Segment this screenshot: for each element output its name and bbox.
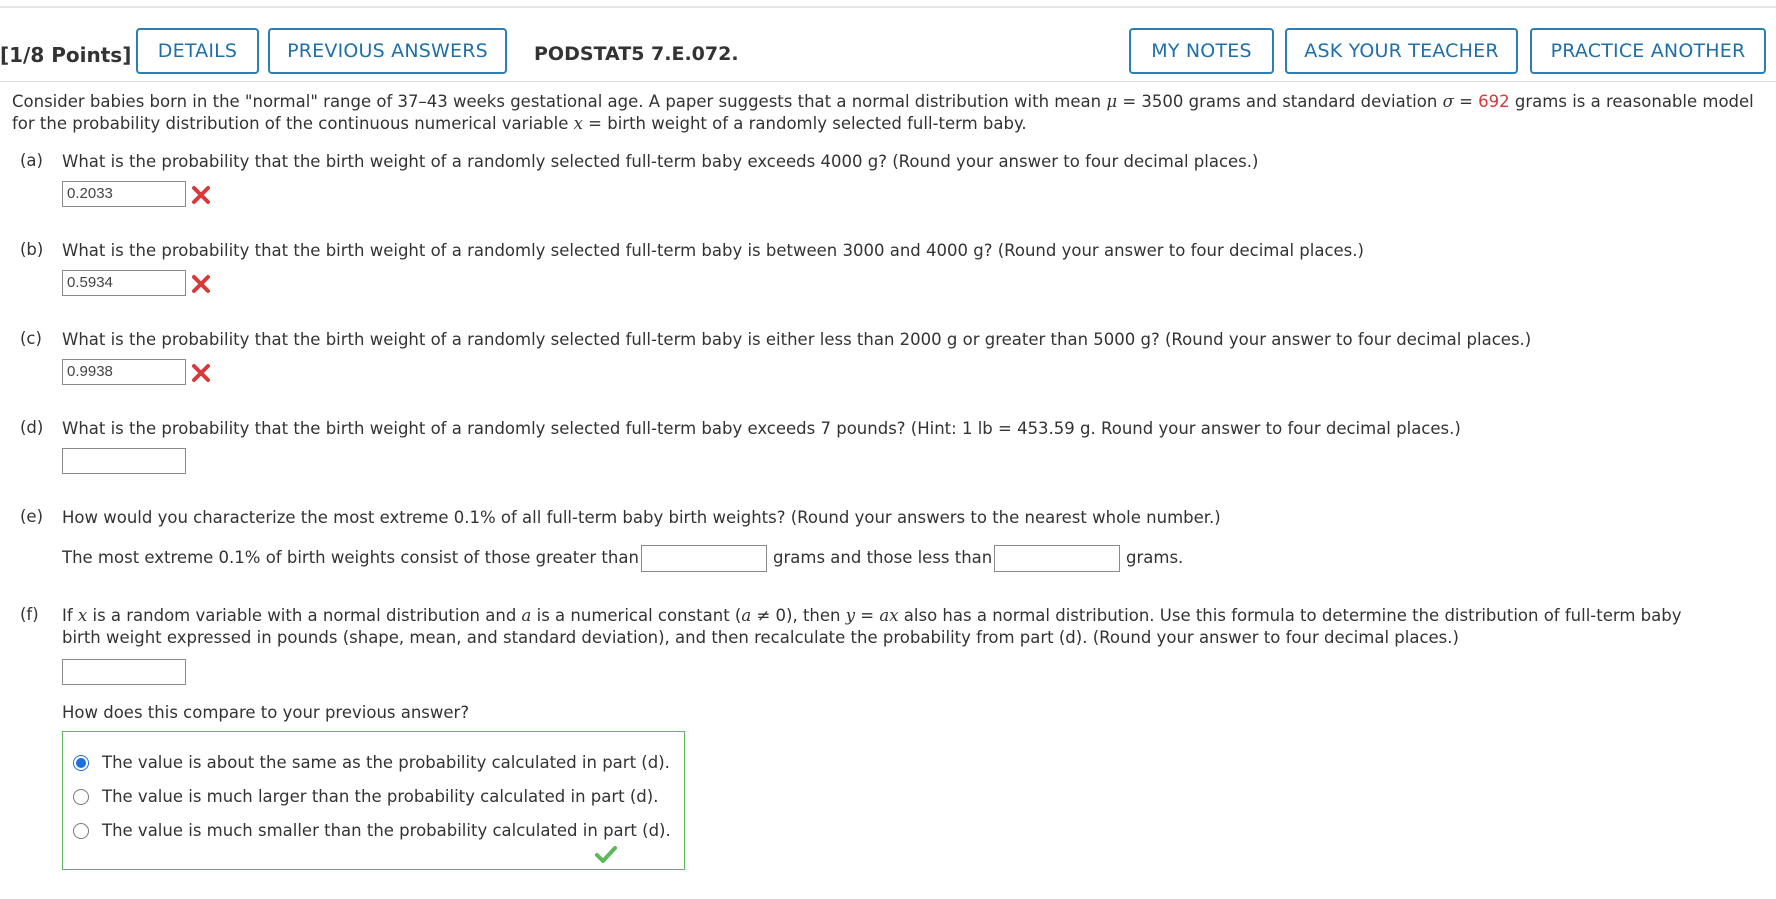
part-d-question: What is the probability that the birth weight of a randomly selected full-term baby exceeds 7 pounds? (Hint: 1 lb = 453.59 g. Round your answer to four decimal places.) [62, 419, 1461, 438]
part-c-label: (c) [20, 329, 42, 348]
checkmark-icon [595, 845, 617, 863]
points-label: [1/8 Points] [0, 43, 132, 67]
x-icon [190, 273, 212, 295]
part-f-compare-question: How does this compare to your previous answer? [62, 703, 470, 722]
radio-selected-icon[interactable] [73, 755, 89, 771]
part-f-answer-input[interactable] [62, 659, 186, 685]
part-a-question: What is the probability that the birth weight of a randomly selected full-term baby exceeds 4000 g? (Round your answer to four decimal places.) [62, 152, 1259, 171]
question-id: PODSTAT5 7.E.072. [534, 43, 739, 65]
part-b-question: What is the probability that the birth weight of a randomly selected full-term baby is between 3000 and 4000 g? (Round your answer to four decimal places.) [62, 241, 1364, 260]
part-d-answer-input[interactable] [62, 448, 186, 474]
part-f-label: (f) [20, 605, 39, 624]
part-f-question: If x is a random variable with a normal distribution and a is a numerical constant (a ≠ 0), then y = ax also has a normal distribution. Use this formula to determine the distribution of full-term baby birth weight expressed in pounds (shape, mean, and standard deviation), and then recalculate the probability from part (d). (Round your answer to four decimal places.) [62, 606, 1682, 647]
my-notes-button[interactable]: MY NOTES [1129, 28, 1274, 74]
practice-another-button[interactable]: PRACTICE ANOTHER [1530, 28, 1766, 74]
question-header [0, 8, 1776, 82]
sd-value: 692 [1478, 92, 1510, 111]
part-e-upper-input[interactable] [641, 545, 767, 572]
part-e-sentence-end: grams. [1126, 548, 1184, 567]
part-b-label: (b) [20, 240, 44, 259]
previous-answers-button[interactable]: PREVIOUS ANSWERS [268, 28, 507, 74]
x-icon [190, 184, 212, 206]
part-b-answer-input[interactable]: 0.5934 [62, 270, 186, 296]
radio-icon[interactable] [73, 823, 89, 839]
part-c-question: What is the probability that the birth weight of a randomly selected full-term baby is either less than 2000 g or greater than 5000 g? (Round your answer to four decimal places.) [62, 330, 1532, 349]
details-button[interactable]: DETAILS [136, 28, 259, 74]
x-icon [190, 362, 212, 384]
part-d-label: (d) [20, 418, 44, 437]
part-a-label: (a) [20, 151, 43, 170]
part-e-label: (e) [20, 507, 44, 526]
question-intro: Consider babies born in the "normal" range of 37–43 weeks gestational age. A paper suggests that a normal distribution with mean μ = 3500 grams and standard deviation σ = 692 grams is a reasonable model for the probability distribution of the continuous numerical variable x = birth weight of a randomly selected full-term baby. [12, 92, 1754, 133]
part-e-question: How would you characterize the most extreme 0.1% of all full-term baby birth weights? (Round your answers to the nearest whole number.) [62, 508, 1221, 527]
ask-teacher-button[interactable]: ASK YOUR TEACHER [1285, 28, 1518, 74]
part-e-sentence-mid: grams and those less than [773, 548, 993, 567]
radio-icon[interactable] [73, 789, 89, 805]
part-e-sentence-start: The most extreme 0.1% of birth weights consist of those greater than [62, 548, 639, 567]
part-c-answer-input[interactable]: 0.9938 [62, 359, 186, 385]
part-a-answer-input[interactable]: 0.2033 [62, 181, 186, 207]
part-f-choices: The value is about the same as the probability calculated in part (d). The value is much larger than the probability calculated in part (d). The value is much smaller than the probability calculated in part (d). [62, 731, 685, 870]
part-e-lower-input[interactable] [994, 545, 1120, 572]
